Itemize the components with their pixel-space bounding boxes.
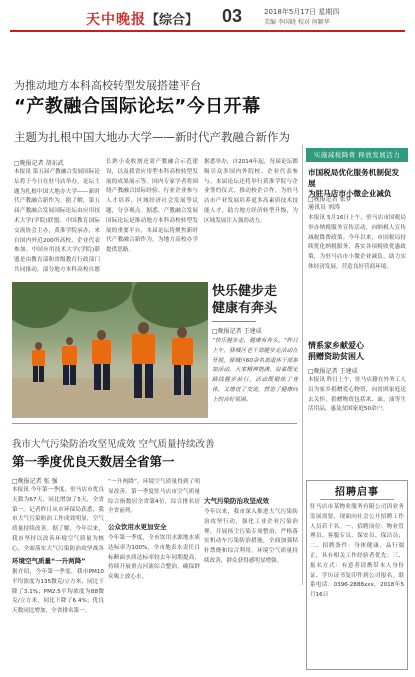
recruitment-title: 招聘启事 [335, 487, 379, 498]
recruitment-title-rule [320, 499, 394, 500]
recruitment-text: 驻马店市某物业服务有限公司因业务发展需要，现面向社会公开招聘工作人员若干名。一、招聘岗位：物业管理员、客服专员、保安员、保洁员；二、招聘条件：身体健康，品行端正，具有相关工作经验者优先；三、报名方式：有意者请携带本人身份证、学历证书复印件到公司报名。联系电话：0396-2888xxx。2018年5月16日 [310, 504, 404, 599]
walking-event-photo [12, 282, 208, 418]
photo-feature-title-text: 快乐健步走 健康有奔头 [212, 284, 278, 316]
page-number: 03 [222, 6, 243, 26]
bottom-story-rule [12, 423, 297, 424]
right-headline-1 [308, 168, 406, 200]
right-text-1: 本报讯 5月16日上午，驻马店市国税局举办纳税服务宣传活动，向纳税人宣传减税降费政策。今年以来，市国税局持续优化纳税服务，落实各项税收优惠政策，为驻马店市小微企业减负，助力实体经济发展，营造良好营商环境。 [308, 215, 406, 270]
bottom-headline: 第一季度优良天数居全省第一 [12, 454, 175, 469]
bottom-byline: □晚报记者 张 强 [12, 478, 58, 485]
lead-headline: “产教融合国际论坛”今日开幕 [14, 96, 261, 117]
right-byline-2: □晚报记者 王建成 [308, 368, 358, 375]
newspaper-brand: 天中晚报 [86, 12, 146, 28]
bottom-col-2-subtitle: 公众饮用水更加安全 [108, 523, 167, 531]
photo-byline: □晚报记者 王建成 [212, 328, 262, 335]
lead-subhead: 主题为扎根中国大地办大学——新时代产教融合新作为 [14, 130, 290, 144]
right-byline-1-text: □晚报记者 张梦 通讯员 刘涛 [308, 196, 352, 211]
issue-date: 2018年5月17日 星期四 [264, 8, 340, 16]
bottom-col-1: 本报讯 今年第一季度，驻马店市优良天数为67天，同比增加了5天，全省第一。记者昨日从市环保局获悉，我市大气污染防治工作成效明显，空气质量持续改善。据了解，今年以来，我市坚持以改善环境空气质量为核心，全面落实大气污染防治攻坚战各 [12, 487, 104, 552]
bottom-col-2: “一升两降”，环境空气质量得到了明显改善。第一季度驻马店市空气质量综合指数居全省第4位，综合排名居全省前列。 [108, 479, 200, 515]
right-headline-1-text: 市国税局优化服务机制促发展 为驻马店市小微企业减负 [308, 168, 400, 198]
bottom-col-3: 今年以来，我市深入推进大气污染防治攻坚行动，强化工业企业污染治理，开展扬尘污染专项整治，严格落实机动车污染防治措施，全面加强秸秆禁烧和综合利用，环境空气质量持续改善，群众获得感明显增强。 [204, 509, 298, 564]
bottom-kicker: 我市大气污染防治攻坚见成效 空气质量持续改善 [12, 439, 215, 450]
section-name: 【综合】 [146, 13, 199, 28]
editor-credits: 美编 李国晓 校对 何颖华 [264, 19, 330, 26]
photo-feature-title [212, 283, 277, 317]
lead-kicker: 为推动地方本科高校转型发展搭建平台 [14, 79, 201, 92]
lead-col-1: 本报讯 第五届产教融合发展国际论坛将于今日在驻马店举办，论坛主题为扎根中国大地办大学——新时代产教融合新作为。据了解，第五届产教融合发展国际论坛由应用技术大学(学院)联盟、中国教育国际交流协会主办，黄淮学院承办，来自国内外近200所高校、企业代表参加。中国应用技术大学(学院)联盟是由教育部和省级教育行政部门共同推动，部分地方本科高校自愿 [14, 169, 100, 273]
right-column-divider [302, 145, 303, 585]
lead-col-2: 长熟小麦收割还需产教融合示范建设，以及我省应用型本科高校转型发展的成果展示等。国内专家学者将围绕产教融合国际经验、行业企业参与人才培养、区域经济社会发展等议题，分享观点。据悉，产教融合发展国际论坛是推动地方本科高校转型发展的重要平台，本届论坛将聚焦新时代产教融合新作为，为地方高校办学提供思路。 [106, 159, 198, 254]
bottom-col-1b: 据介绍，今年第一季度，我市PM10平均浓度为135微克/立方米，同比下降了3.1%；PM2.5平均浓度为88微克/立方米，同比下降了6.4%；优良天数同比增加，全省排名第一。 [12, 569, 104, 615]
photo-title-divider [212, 321, 256, 322]
masthead-rule [10, 30, 405, 32]
right-byline-1 [308, 196, 352, 212]
lead-byline: □晚报记者 胡东武 [14, 160, 64, 167]
photo-caption: “快乐健步走，健康有奔头。”昨日上午，驿城区老干部健步走活动在开展，驿城区60余名离退休干部参加活动。大家精神饱满，沿着既定路线健步前行，活动既锻炼了身体，又增进了交流，营造了健康向上的良好氛围。 [212, 338, 298, 403]
masthead [0, 0, 415, 50]
right-column-tag: 实施减税降费 释放发展活力 [306, 148, 408, 162]
right-headline-2 [308, 340, 406, 362]
lead-col-3: 据悉举办，自2014年起，每届论坛都吸引众多国内外院校、企业代表参与。本届论坛还将举行黄淮学院与企业签约仪式，推动校企合作，为驻马店市产业发展培养更多高素质技术技能人才，助力地方经济转型升级，为区域发展注入强劲动力。 [204, 159, 298, 224]
right-text-2: 本报讯 昨日上午，驻马店籍在外务工人员为家乡捐赠爱心物资，向贫困家庭送去关怀。捐赠物资包括米、面、油等生活用品，惠及贫困家庭50余户。 [308, 377, 406, 413]
bottom-col-2b: 今年第一季度，全市饮用水源地水质达标率为100%，全市地表水责任目标断面水质达标率较去年同期提高，持续开展重点河流综合整治，确保群众喝上放心水。 [108, 535, 200, 581]
bottom-col-1-subtitle: 环境空气质量“一升两降” [12, 557, 86, 565]
bottom-col-3-subtitle: 大气污染防治攻坚成效 [204, 497, 269, 505]
right-headline-2-text: 情系家乡献爱心 捐赠资助贫困人 [308, 341, 364, 361]
